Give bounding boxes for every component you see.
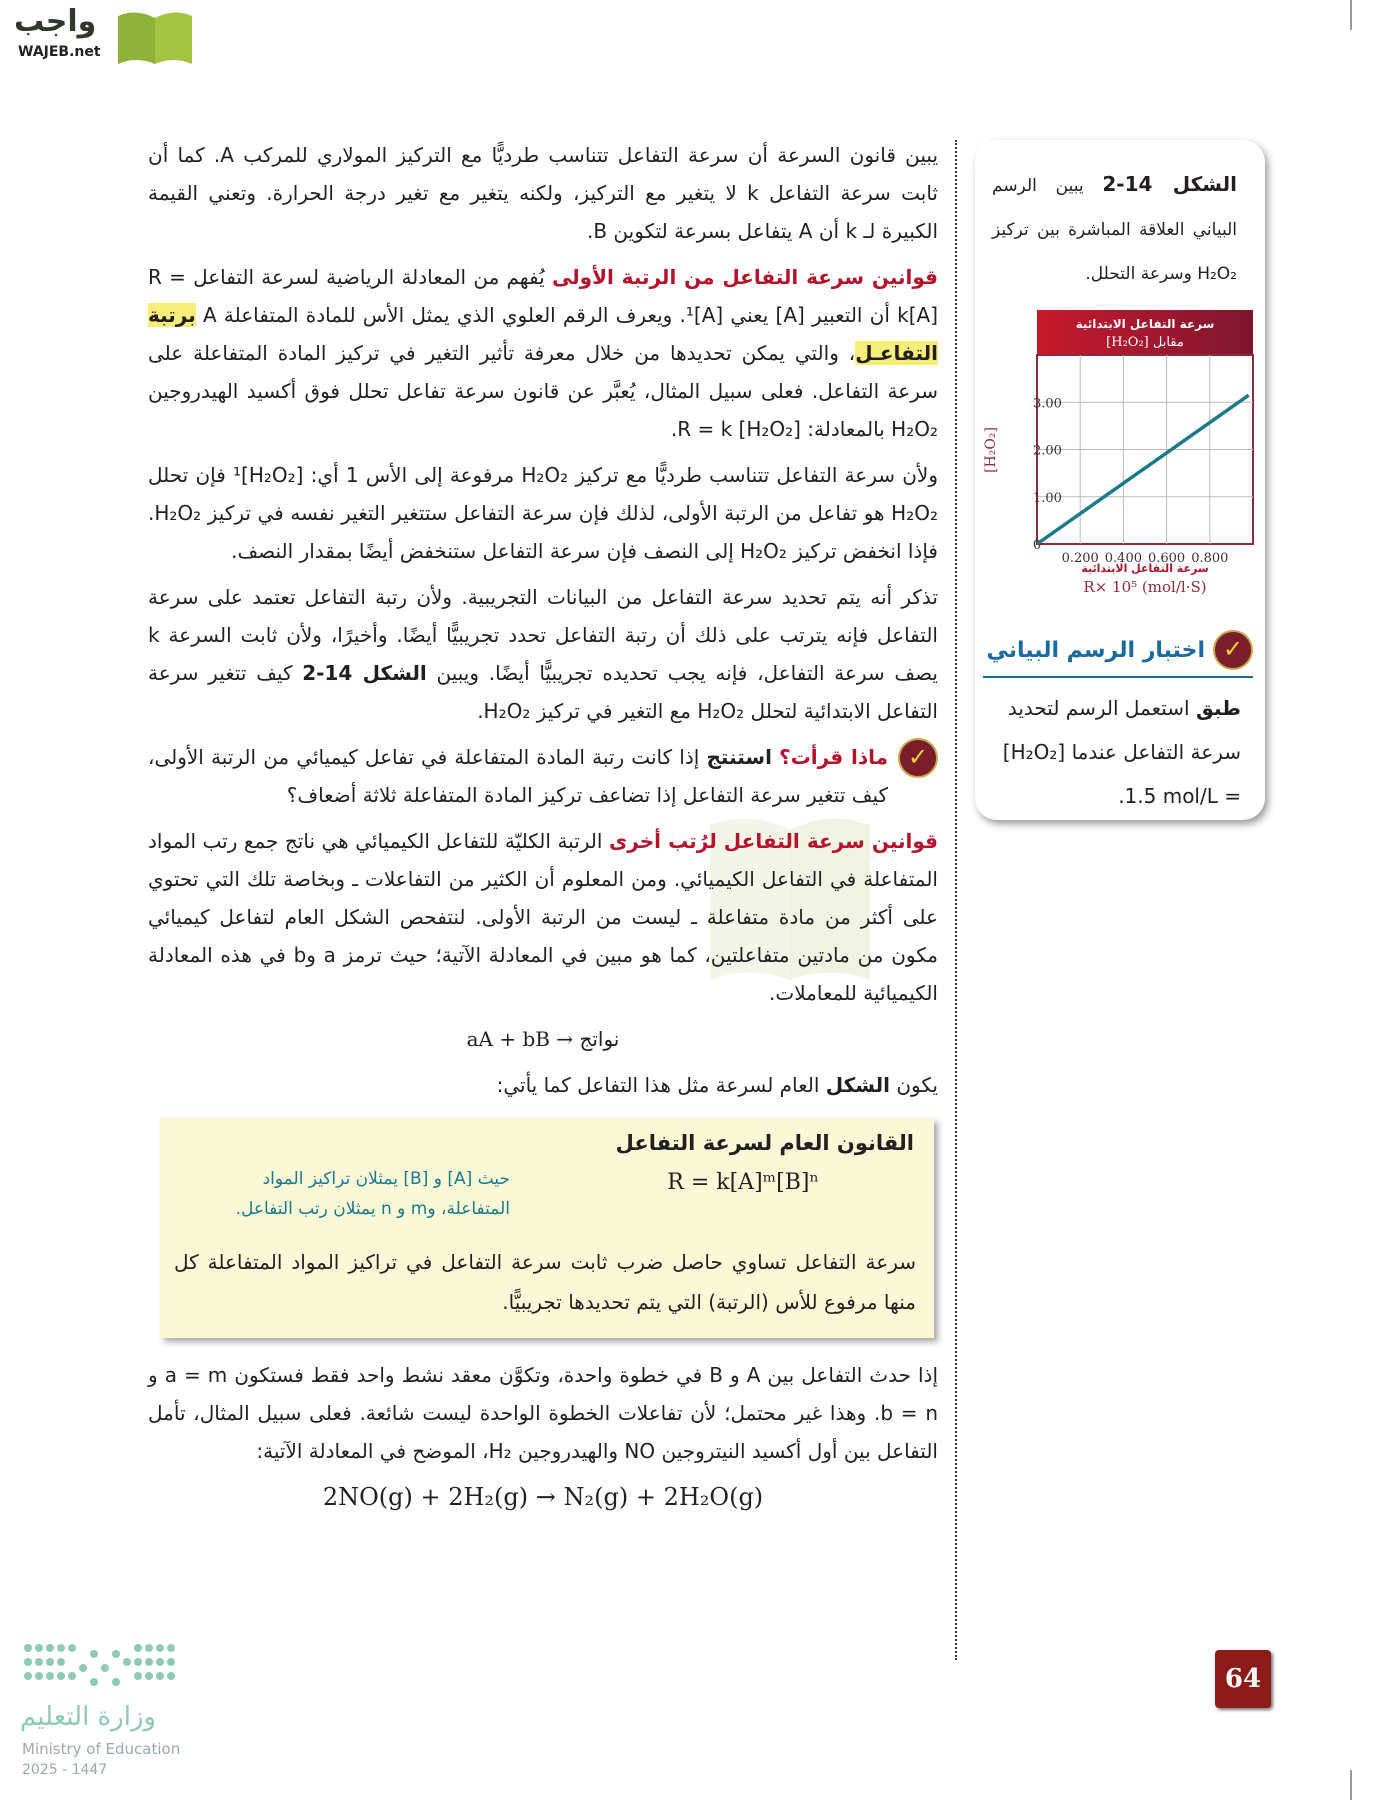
equation: 2NO(g) + 2H₂(g) → N₂(g) + 2H₂O(g) — [322, 1483, 764, 1511]
key-term: برتبة التفاعـل — [148, 303, 938, 365]
crop-mark — [1350, 1770, 1352, 1800]
dot — [24, 1644, 32, 1652]
rate-law-formula: R = k[A]ᵐ[B]ⁿ — [667, 1170, 819, 1195]
dot — [167, 1672, 175, 1680]
y-axis-label: [H₂O₂] — [983, 427, 999, 473]
dot — [35, 1644, 43, 1652]
graph-check — [983, 630, 1253, 818]
verb: طبق — [1195, 696, 1241, 720]
dot — [145, 1644, 153, 1652]
dots-emblem-icon — [20, 1640, 190, 1696]
main-text — [148, 136, 938, 1524]
text: الشكل — [825, 1073, 890, 1097]
dot — [90, 1650, 98, 1658]
y-tick-label: 3.00 — [1033, 396, 1062, 412]
x-tick-label: 0.800 — [1191, 551, 1229, 566]
x-axis-unit: R× 10⁵ (mol/l·S) — [1083, 578, 1207, 596]
caption-text: يبين الرسم البياني العلاقة المباشرة بين تركيز H₂O₂ وسرعة التحلل. — [992, 176, 1237, 284]
ministry-logo — [20, 1640, 200, 1795]
x-tick-label: 0.600 — [1147, 551, 1186, 566]
sidebar-card — [975, 140, 1265, 820]
rate-chart — [977, 310, 1262, 610]
text: يكون — [890, 1073, 938, 1097]
dot — [167, 1658, 175, 1666]
dot — [68, 1644, 76, 1652]
text: كيف تتغير سرعة التفاعل الابتدائية لتحلل H₂O₂ مع التغير في تركيز H₂O₂. — [148, 661, 938, 723]
section-heading: قوانين سرعة التفاعل لرُتب أخرى — [608, 829, 938, 853]
paragraph — [148, 1066, 938, 1104]
dot — [79, 1664, 87, 1672]
dot — [134, 1658, 142, 1666]
logo-latin: WAJEB.net — [18, 44, 101, 60]
dot — [90, 1678, 98, 1686]
paragraph — [148, 578, 938, 730]
x-tick-label: 0.200 — [1061, 551, 1099, 566]
dot — [145, 1672, 153, 1680]
dot — [156, 1644, 164, 1652]
paragraph — [148, 822, 938, 1012]
y-tick-label: 2.00 — [1033, 443, 1062, 459]
dot — [112, 1650, 120, 1658]
chart-title: سرعة التفاعل الابتدائية — [1075, 317, 1215, 331]
paragraph — [148, 258, 938, 448]
dot — [35, 1672, 43, 1680]
y-tick-label: 1.00 — [1033, 490, 1062, 506]
text: العام لسرعة مثل هذا التفاعل كما يأتي: — [496, 1073, 826, 1097]
x-tick-label: 0.400 — [1104, 551, 1143, 566]
reading-check — [148, 738, 938, 814]
graph-check-question: استعمل الرسم لتحديد سرعة التفاعل عندما [H₂O₂] = 1.5 mol/L. — [1002, 696, 1241, 808]
section-heading: قوانين سرعة التفاعل من الرتبة الأولى — [551, 265, 938, 289]
dot — [68, 1672, 76, 1680]
dot — [101, 1664, 109, 1672]
products: نواتج — [579, 1027, 620, 1051]
ministry-english: Ministry of Education — [22, 1740, 181, 1758]
x-axis-label: سرعة التفاعل الابتدائية — [1081, 562, 1209, 575]
dot — [46, 1658, 54, 1666]
page-number: 64 — [1215, 1650, 1271, 1708]
dot — [24, 1672, 32, 1680]
paragraph: إذا حدث التفاعل بين A و B في خطوة واحدة، وتكوَّن معقد نشط واحد فقط فستكون a = m و b = n. وهذا غير محتمل؛ لأن تفاعلات الخطوة الواحدة ليست شائعة. فعلى سبيل المثال، تأمل التفاعل بين أول أكسيد النيتروجين NO والهيدروجين H₂، الموضح في المعادلة الآتية: — [148, 1363, 939, 1463]
book-icon — [116, 8, 194, 66]
text: تذكر أنه يتم تحديد سرعة التفاعل من البيانات التجريبية. ولأن رتبة التفاعل تعتمد على سرعة التفاعل فإنه يترتب على ذلك أن رتبة التفاعل تحدد تجريبيًّا أيضًا. وأخيرًا، ولأن ثابت السرعة k يصف سرعة التفاعل، فإنه يجب تحديده تجريبيًّا أيضًا. ويبين — [148, 585, 938, 685]
figure-ref: الشكل 14-2 — [302, 661, 427, 685]
dot — [46, 1644, 54, 1652]
reactants: aA + bB → — [466, 1027, 574, 1051]
chart-subtitle: مقابل [H₂O₂] — [1106, 335, 1184, 350]
dot — [112, 1678, 120, 1686]
dot — [156, 1672, 164, 1680]
dot — [46, 1672, 54, 1680]
wajeb-logo — [8, 4, 193, 66]
rate-law-box — [160, 1118, 934, 1338]
dot — [167, 1644, 175, 1652]
text: الرتبة الكليّة للتفاعل الكيميائي هي ناتج جمع رتب المواد المتفاعلة في التفاعل الكيميائي. ومن المعلوم أن الكثير من التفاعلات ـ وبخاصة تلك التي تحتوي على أكثر من مادة متفاعلة ـ ليست من الرتبة الأولى. لنتفحص الشكل العام لتفاعل كيميائي مكون من مادتين متفاعلتين، كما هو مبين في المعادلة الآتية؛ حيث ترمز a وb في هذه المعادلة الكيميائية للمعاملات. — [148, 829, 938, 1005]
crop-mark — [1350, 0, 1352, 30]
dot — [123, 1658, 131, 1666]
y-tick-label: 0 — [1033, 538, 1042, 553]
dot — [57, 1658, 65, 1666]
dot — [134, 1644, 142, 1652]
dot — [134, 1672, 142, 1680]
dot — [145, 1658, 153, 1666]
figure-caption — [992, 162, 1237, 296]
graph-check-title: اختبار الرسم البياني — [986, 637, 1205, 663]
dot — [24, 1658, 32, 1666]
equation — [148, 1020, 938, 1058]
box-title: القانون العام لسرعة التفاعل — [615, 1131, 914, 1155]
check-icon: ✓ — [898, 738, 938, 778]
paragraph: ولأن سرعة التفاعل تتناسب طرديًّا مع تركيز H₂O₂ مرفوعة إلى الأس 1 أي: [H₂O₂]¹ فإن تحلل H₂O₂ هو تفاعل من الرتبة الأولى، لذلك فإن سرعة التفاعل ستتغير التغير نفسه في تركيز H₂O₂. فإذا انخفض تركيز H₂O₂ إلى النصف فإن سرعة التفاعل ستنخفض أيضًا بمقدار النصف. — [148, 463, 938, 563]
column-divider — [955, 140, 957, 1660]
check-icon: ✓ — [1213, 630, 1253, 670]
dot — [57, 1672, 65, 1680]
ministry-arabic: وزارة التعليم — [20, 1702, 157, 1732]
text: يُفهم من المعادلة الرياضية لسرعة التفاعل R = k[A] أن التعبير [A] يعني [A]¹. ويعرف الرقم العلوي الذي يمثل الأس للمادة المتفاعلة A — [148, 265, 938, 327]
ministry-year: 2025 - 1447 — [22, 1762, 108, 1778]
figure-label: الشكل 14-2 — [1102, 172, 1237, 196]
dot — [57, 1644, 65, 1652]
paragraph: يبين قانون السرعة أن سرعة التفاعل تتناسب طرديًّا مع التركيز المولاري للمركب A. كما أن ثابت سرعة التفاعل k لا يتغير مع التركيز، ولكنه يتغير مع تغير درجة الحرارة. وتعني القيمة الكبيرة لـ k أن A يتفاعل بسرعة لتكوين B. — [148, 143, 939, 243]
reading-check-title: ماذا قرأت؟ — [779, 745, 888, 769]
dot — [35, 1658, 43, 1666]
dot — [156, 1658, 164, 1666]
text: ، والتي يمكن تحديدها من خلال معرفة تأثير التغير في تركيز المادة المتفاعلة على سرعة التفاعل. فعلى سبيل المثال، يُعبَّر عن قانون سرعة تفاعل تحلل فوق أكسيد الهيدروجين H₂O₂ بالمعادلة: R = k [H₂O₂]. — [148, 341, 938, 441]
question: إذا كانت رتبة المادة المتفاعلة في تفاعل كيميائي من الرتبة الأولى، كيف تتغير سرعة التفاعل إذا تضاعف تركيز المادة المتفاعلة ثلاثة أضعاف؟ — [148, 745, 888, 807]
logo-arabic: واجب — [14, 4, 97, 39]
verb: استنتج — [706, 745, 772, 769]
box-body: سرعة التفاعل تساوي حاصل ضرب ثابت سرعة التفاعل في تراكيز المواد المتفاعلة كل منها مرفوع للأس (الرتبة) التي يتم تحديدها تجريبيًّا. — [174, 1250, 916, 1314]
box-note: حيث [A] و [B] يمثلان تراكيز المواد المتفاعلة، وm و n يمثلان رتب التفاعل. — [235, 1169, 510, 1219]
